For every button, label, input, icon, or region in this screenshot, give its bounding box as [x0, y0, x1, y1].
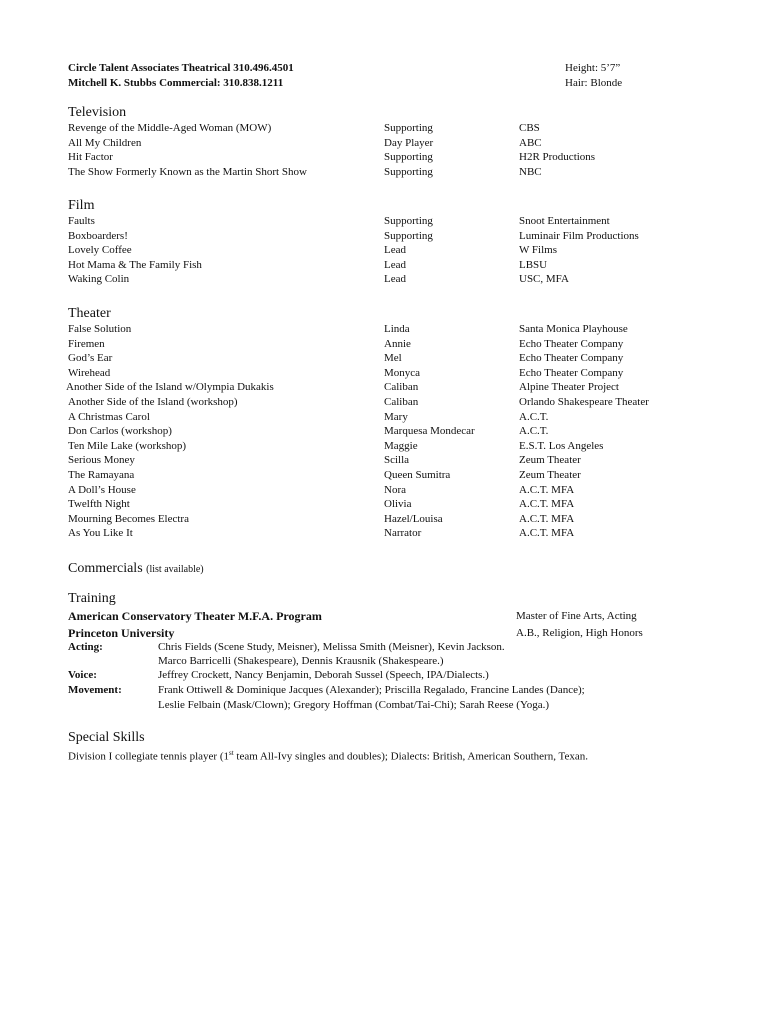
credit-producer: Santa Monica Playhouse — [519, 323, 628, 335]
credit-title: The Show Formerly Known as the Martin Short Show — [68, 165, 307, 178]
training-school-row — [68, 625, 748, 641]
theater-row — [68, 439, 748, 454]
credit-producer: A.C.T. MFA — [519, 512, 575, 525]
credit-title: Another Side of the Island w/Olympia Dukakis — [66, 381, 274, 394]
voice-label: Voice: — [68, 669, 97, 681]
theater-row — [68, 526, 748, 541]
theater-row — [68, 337, 748, 352]
film-row — [68, 214, 748, 229]
film-list — [68, 214, 748, 287]
credit-producer: LBSU — [519, 258, 548, 271]
credit-title: Faults — [68, 215, 95, 227]
training-school-row — [68, 608, 748, 624]
movement-teachers-continued: Leslie Felbain (Mask/Clown); Gregory Hoffman (Combat/Tai-Chi); Sarah Reese (Yoga.) — [158, 699, 550, 711]
credit-producer: Snoot Entertainment — [519, 215, 610, 227]
credit-role: Caliban — [384, 381, 419, 394]
credit-producer: W Films — [519, 244, 558, 257]
credit-role: Linda — [384, 323, 410, 335]
commercials-heading — [68, 560, 204, 578]
theater-row — [68, 424, 748, 439]
credit-title: Revenge of the Middle-Aged Woman (MOW) — [68, 122, 272, 134]
school-degree: Master of Fine Arts, Acting — [516, 610, 637, 622]
credit-role: Supporting — [384, 229, 433, 242]
credit-producer: Echo Theater Company — [519, 366, 624, 379]
theater-row — [68, 453, 748, 468]
credit-title: As You Like It — [68, 527, 133, 540]
credit-producer: Alpine Theater Project — [519, 381, 619, 394]
credit-role: Queen Sumitra — [384, 468, 451, 481]
commercials-note: (list available) — [146, 564, 204, 575]
film-row — [68, 243, 748, 258]
credit-title: Wirehead — [68, 366, 111, 379]
credit-producer: Echo Theater Company — [519, 337, 624, 350]
credit-role: Mary — [384, 410, 408, 423]
television-list — [68, 121, 748, 179]
theater-row — [68, 395, 748, 410]
theater-row — [68, 380, 748, 395]
credit-role: Marquesa Mondecar — [384, 425, 475, 438]
height-text: Height: 5’7” — [565, 62, 621, 74]
theater-row — [68, 366, 748, 381]
television-heading: Television — [68, 105, 127, 120]
credit-role: Monyca — [384, 366, 421, 379]
credit-role: Supporting — [384, 215, 433, 227]
credit-title: A Doll’s House — [68, 483, 136, 496]
school-name: Princeton University — [68, 626, 175, 640]
credit-title: A Christmas Carol — [68, 410, 150, 423]
theater-row — [68, 468, 748, 483]
film-row — [68, 258, 748, 273]
credit-role: Olivia — [384, 498, 412, 511]
credit-producer: ABC — [519, 136, 542, 149]
credit-role: Caliban — [384, 395, 419, 408]
credit-role: Lead — [384, 244, 406, 257]
skills-text-start: Division I collegiate tennis player (1 — [68, 750, 229, 763]
theater-heading: Theater — [68, 306, 111, 321]
credit-role: Lead — [384, 273, 406, 286]
credit-role: Supporting — [384, 122, 433, 134]
skills-text-end: team All-Ivy singles and doubles); Dialects: British, American Southern, Texan. — [233, 750, 588, 763]
credit-title: Boxboarders! — [68, 229, 128, 242]
credit-producer: Orlando Shakespeare Theater — [519, 395, 649, 408]
ordinal-superscript: st — [228, 749, 234, 757]
film-row — [68, 272, 748, 287]
credit-role: Mel — [384, 352, 402, 365]
credit-producer: NBC — [519, 165, 542, 178]
acting-label: Acting: — [68, 641, 103, 653]
television-row — [68, 121, 748, 136]
television-row — [68, 150, 748, 165]
credit-role: Lead — [384, 258, 406, 271]
credit-title: False Solution — [68, 323, 132, 335]
credit-producer: E.S.T. Los Angeles — [519, 439, 604, 452]
credit-role: Maggie — [384, 439, 418, 452]
credit-title: Twelfth Night — [68, 498, 130, 511]
credit-producer: CBS — [519, 122, 540, 134]
television-row — [68, 136, 748, 151]
credit-role: Supporting — [384, 165, 433, 178]
credit-title: Don Carlos (workshop) — [68, 425, 172, 438]
credit-producer: Zeum Theater — [519, 454, 581, 467]
theater-row — [68, 483, 748, 498]
credit-producer: H2R Productions — [519, 151, 596, 164]
theater-row — [68, 351, 748, 366]
acting-teachers-continued: Marco Barricelli (Shakespeare), Dennis Krausnik (Shakespeare.) — [158, 655, 444, 667]
credit-title: Waking Colin — [68, 273, 130, 286]
credit-producer: Echo Theater Company — [519, 352, 624, 365]
training-heading: Training — [68, 591, 116, 606]
theater-row — [68, 322, 748, 337]
commercials-title: Commercials — [68, 561, 143, 576]
credit-producer: A.C.T. MFA — [519, 527, 575, 540]
credit-role: Day Player — [384, 136, 434, 149]
credit-title: Another Side of the Island (workshop) — [68, 395, 238, 408]
special-skills-heading: Special Skills — [68, 730, 145, 745]
voice-teachers: Jeffrey Crockett, Nancy Benjamin, Deborah Sussel (Speech, IPA/Dialects.) — [158, 669, 489, 681]
physical-stats-block — [565, 61, 622, 91]
credit-title: The Ramayana — [68, 468, 135, 481]
theater-list — [68, 322, 748, 541]
theater-row — [68, 512, 748, 527]
credit-producer: Luminair Film Productions — [519, 229, 639, 242]
commercial-agency-line: Mitchell K. Stubbs Commercial: 310.838.1211 — [68, 77, 284, 89]
credit-role: Hazel/Louisa — [384, 512, 443, 525]
credit-title: All My Children — [68, 136, 142, 149]
credit-title: Lovely Coffee — [68, 244, 132, 257]
special-skills-text — [68, 746, 588, 764]
credit-producer: Zeum Theater — [519, 468, 581, 481]
credit-role: Scilla — [384, 454, 410, 467]
credit-producer: A.C.T. MFA — [519, 483, 575, 496]
credit-title: God’s Ear — [68, 352, 113, 365]
school-name: American Conservatory Theater M.F.A. Program — [68, 609, 322, 623]
credit-title: Hit Factor — [68, 151, 113, 164]
credit-title: Serious Money — [68, 454, 135, 467]
credit-role: Annie — [384, 337, 411, 350]
credit-role: Nora — [384, 483, 406, 496]
movement-label: Movement: — [68, 684, 122, 696]
credit-title: Mourning Becomes Electra — [68, 512, 189, 525]
theater-row — [68, 410, 748, 425]
theater-row — [68, 497, 748, 512]
acting-teachers: Chris Fields (Scene Study, Meisner), Melissa Smith (Meisner), Kevin Jackson. — [158, 641, 505, 653]
credit-producer: USC, MFA — [519, 273, 569, 286]
credit-title: Hot Mama & The Family Fish — [68, 258, 202, 271]
credit-producer: A.C.T. — [519, 410, 549, 423]
film-row — [68, 229, 748, 244]
credit-title: Ten Mile Lake (workshop) — [68, 439, 187, 452]
credit-role: Supporting — [384, 151, 433, 164]
theatrical-agency-line: Circle Talent Associates Theatrical 310.496.4501 — [68, 62, 294, 74]
credit-producer: A.C.T. MFA — [519, 498, 575, 511]
movement-teachers: Frank Ottiwell & Dominique Jacques (Alexander); Priscilla Regalado, Francine Landes (Dance); — [158, 684, 585, 696]
film-heading: Film — [68, 198, 95, 213]
hair-text: Hair: Blonde — [565, 77, 623, 89]
school-degree: A.B., Religion, High Honors — [516, 627, 643, 639]
television-row — [68, 165, 748, 180]
credit-title: Firemen — [68, 337, 105, 350]
credit-producer: A.C.T. — [519, 425, 549, 438]
credit-role: Narrator — [384, 527, 422, 540]
